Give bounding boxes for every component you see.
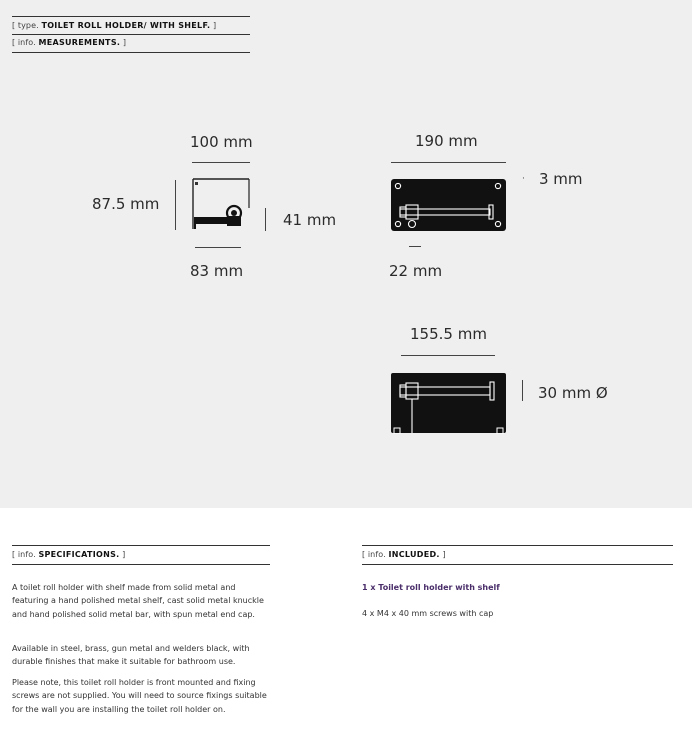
front-view-drawing	[391, 179, 507, 232]
side-view-drawing	[191, 178, 251, 230]
specifications-value: SPECIFICATIONS.	[38, 550, 120, 559]
info-prefix: [ info.	[12, 38, 36, 47]
specifications-paragraph-2: Available in steel, brass, gun metal and welders black, with durable finishes that make it suitable for bathroom use.	[12, 644, 250, 667]
side-height-label: 87.5 mm	[92, 195, 160, 213]
included-label	[362, 550, 446, 559]
side-width-top-line	[192, 162, 250, 163]
type-suffix: ]	[213, 21, 217, 30]
type-value: TOILET ROLL HOLDER/ WITH SHELF.	[41, 21, 211, 30]
bottom-width-line	[401, 355, 495, 356]
front-thickness-label: 3 mm	[539, 170, 583, 188]
side-small-height-line	[265, 208, 266, 231]
specifications-paragraph-1: A toilet roll holder with shelf made from solid metal and featuring a hand polished metal shelf, cast solid metal knuckle and hand polished solid metal bar, with spun metal end cap.	[12, 583, 264, 619]
side-width-top-label: 100 mm	[190, 133, 253, 151]
info-suffix: ]	[122, 38, 127, 47]
specifications-suffix: ]	[122, 550, 126, 559]
included-item: 4 x M4 x 40 mm screws with cap	[362, 609, 494, 618]
side-height-line	[175, 180, 176, 230]
bottom-view-drawing	[391, 373, 507, 434]
header-rule-top	[12, 16, 250, 17]
included-title: 1 x Toilet roll holder with shelf	[362, 583, 500, 592]
bottom-width-label: 155.5 mm	[410, 325, 487, 343]
included-suffix: ]	[442, 550, 446, 559]
front-width-line	[391, 162, 506, 163]
type-prefix: [ type.	[12, 21, 39, 30]
info-value: MEASUREMENTS.	[38, 38, 121, 47]
header-rule-middle	[12, 34, 250, 35]
specifications-rule-top	[12, 545, 270, 546]
type-label	[12, 21, 216, 30]
front-depth-line	[409, 246, 421, 247]
header-rule-bottom	[12, 52, 250, 53]
front-depth-label: 22 mm	[389, 262, 443, 280]
included-prefix: [ info.	[362, 550, 386, 559]
front-width-label: 190 mm	[415, 132, 478, 150]
specifications-paragraph-3: Please note, this toilet roll holder is front mounted and fixing screws are not supplied. You will need to source fixings suitable for the wall you are installing the toilet roll holder on.	[12, 678, 267, 714]
side-width-bottom-line	[195, 247, 241, 248]
specifications-label	[12, 550, 125, 559]
specifications-prefix: [ info.	[12, 550, 36, 559]
side-width-bottom-label: 83 mm	[190, 262, 244, 280]
included-value: INCLUDED.	[388, 550, 440, 559]
included-rule-top	[362, 545, 673, 546]
side-small-height-label: 41 mm	[283, 211, 337, 229]
info-label	[12, 38, 126, 47]
bottom-diameter-line	[522, 380, 523, 401]
front-thickness-marker: ·	[522, 174, 525, 184]
specifications-rule-bottom	[12, 564, 270, 565]
included-rule-bottom	[362, 564, 673, 565]
bottom-diameter-label: 30 mm Ø	[538, 384, 608, 402]
